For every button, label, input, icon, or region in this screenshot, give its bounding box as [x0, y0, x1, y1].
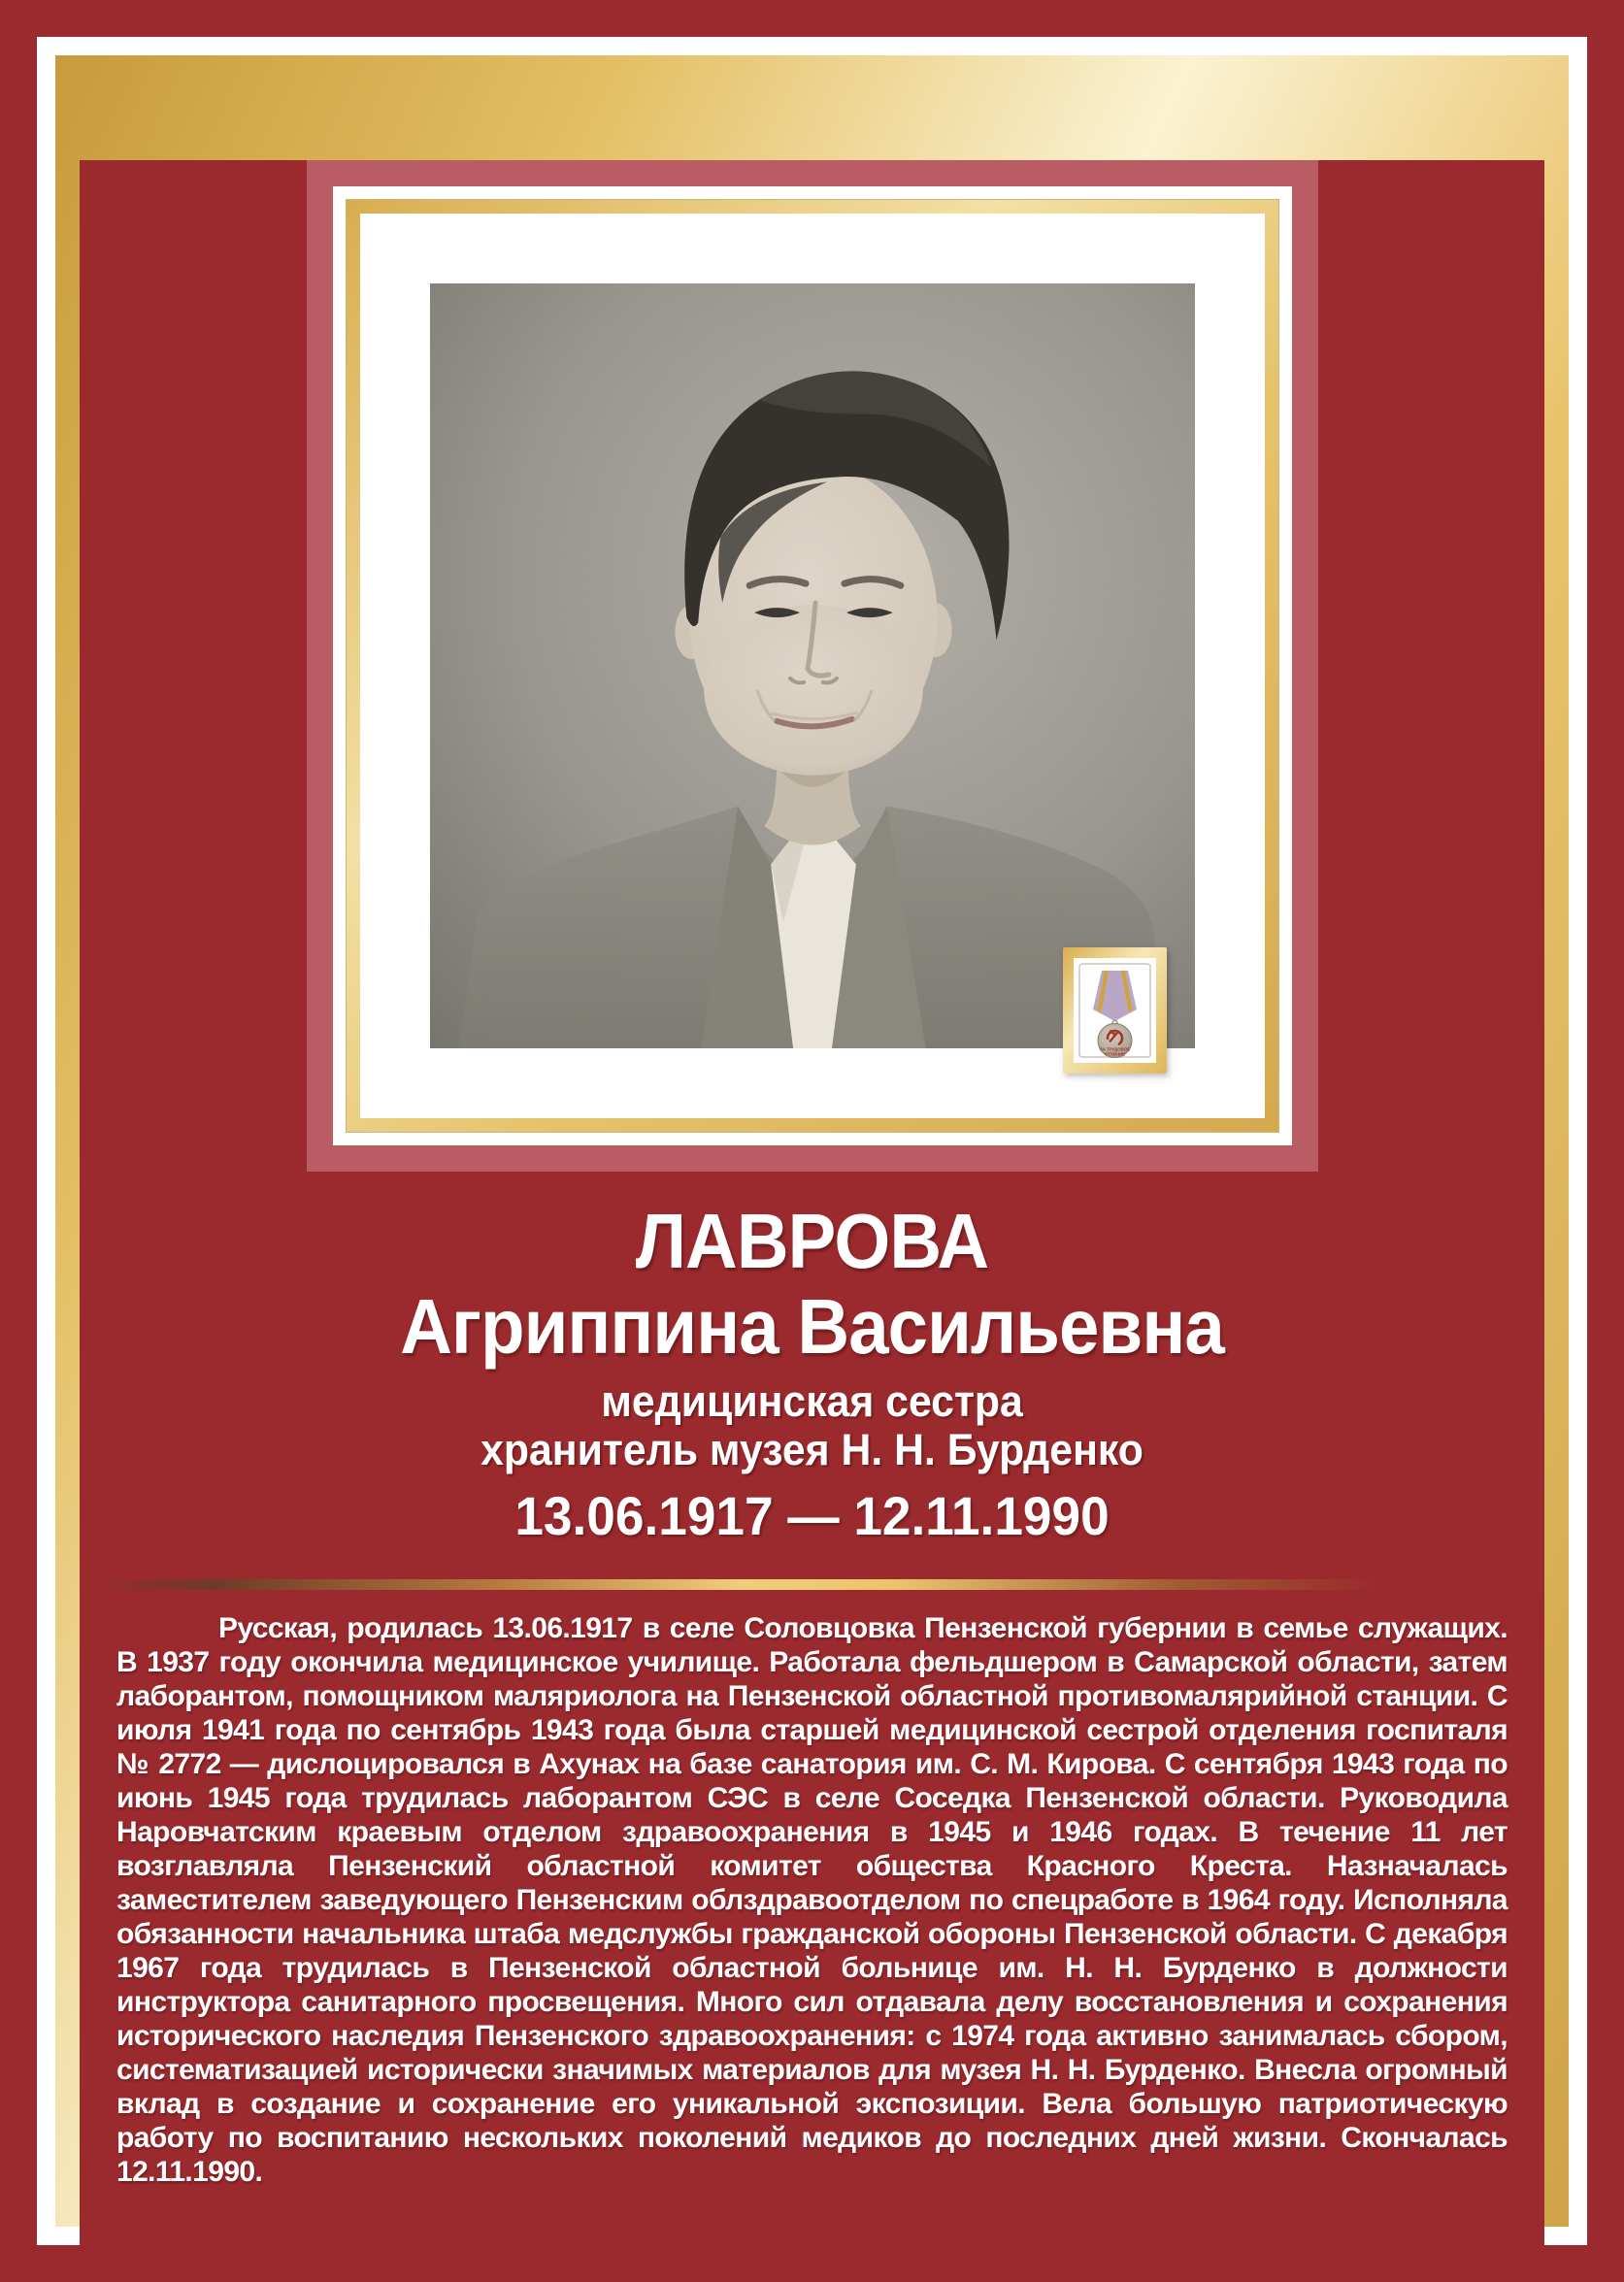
surname-title: ЛАВРОВА [635, 1198, 989, 1284]
medal-label-line1: ЗА ТРУДОВОЕ [1099, 1046, 1130, 1052]
poster-field [80, 160, 1544, 2282]
medal-illustration [1063, 947, 1167, 1074]
gold-divider-rule [101, 1579, 1523, 1590]
medal-card [1063, 947, 1167, 1074]
role-group [80, 1377, 1544, 1474]
portrait-frame-white [333, 186, 1292, 1145]
name-patronymic-title: Агриппина Васильевна [400, 1283, 1224, 1370]
outer-gold-border [55, 55, 1569, 2227]
portrait-frame-rose [307, 160, 1318, 1172]
portrait-illustration [430, 283, 1195, 1048]
biography-paragraph: Русская, родилась 13.06.1917 в селе Соловцовка Пензенской губернии в семье служащих. В 1937 году окончила медицинское училище. Работала фельдшером в Самарской области, затем лаборантом, помощником маляриолога на Пензенской областной противомалярийной станции. С июля 1941 года по сентябрь 1943 года была старшей медицинской сестрой отделения госпиталя № 2772 — дислоцировался в Ахунах на базе санатория им. С. М. Кирова. С сентября 1943 года по июнь 1945 года трудилась лаборантом СЭС в селе Соседка Пензенской области. Руководила Наровчатским краевым отделом здравоохранения в 1945 и 1946 годах. В течение 11 лет возглавляла Пензенский областной комитет общества Красного Креста. Назначалась заместителем заведующего Пензенским облздравоотделом по спецработе в 1964 году. Исполняла обязанности начальника штаба медслужбы гражданской обороны Пензенской области. С декабря 1967 года трудилась в Пензенской областной больнице им. Н. Н. Бурденко в должности инструктора санитарного просвещения. Много сил отдавала делу восстановления и сохранения исторического наследия Пензенского здравоохранения: с 1974 года активно занималась сбором, систематизацией исторически значимых материалов для музея Н. Н. Бурденко. Внесла огромный вклад в создание и сохранение его уникальной экспозиции. Вела большую патриотическую работу по воспитанию нескольких поколений медиков до последних дней жизни. Скончалась 12.11.1990. [116, 1612, 1508, 2188]
role-line-1: медицинская сестра [601, 1376, 1023, 1426]
role-line-2: хранитель музея Н. Н. Бурденко [481, 1425, 1143, 1474]
life-dates: 13.06.1917 — 12.11.1990 [514, 1485, 1110, 1546]
outer-white-border [37, 37, 1587, 2245]
header-block [80, 1199, 1544, 1546]
medal-label-line2: ОТЛИЧИЕ [1104, 1051, 1125, 1057]
portrait-photo [430, 283, 1195, 1057]
portrait-mat [360, 214, 1265, 1118]
portrait-frame-gold [346, 199, 1279, 1133]
